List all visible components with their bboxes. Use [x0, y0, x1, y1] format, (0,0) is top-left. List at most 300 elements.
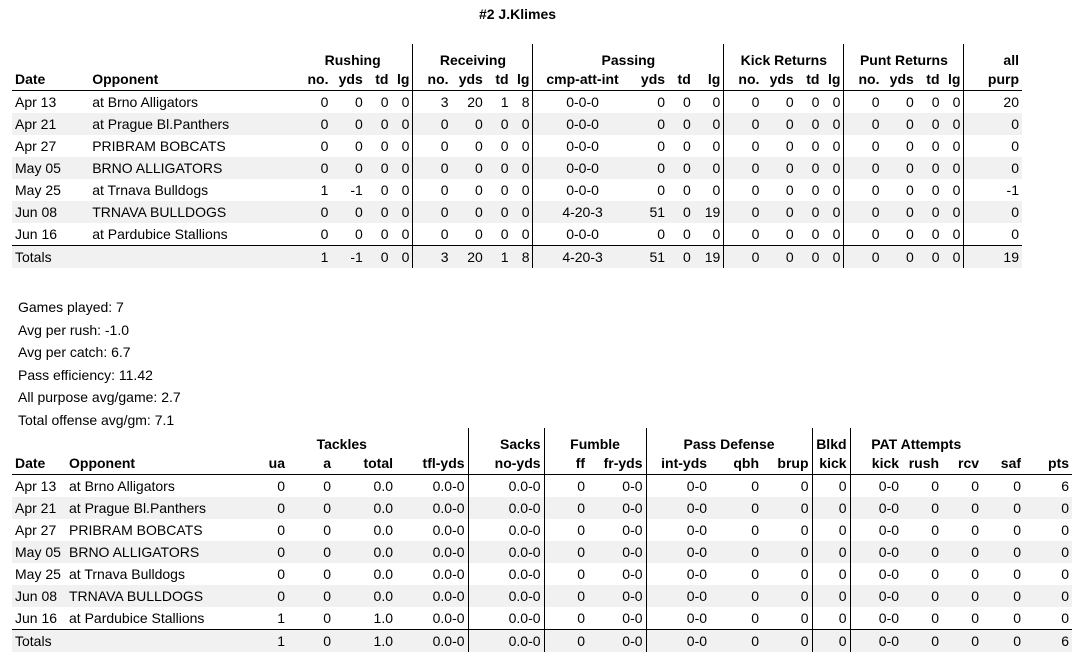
table-cell: 0 — [871, 226, 880, 242]
table-cell: 0 — [762, 157, 796, 179]
table-row — [12, 475, 1072, 498]
table-cell: 0 — [905, 138, 914, 154]
table-cell: 0 — [1011, 226, 1019, 242]
offense-col-header: cmp-att-int — [533, 68, 632, 91]
table-cell: 0 — [811, 138, 820, 154]
table-cell: TRNAVA BULLDOGS — [66, 585, 216, 607]
table-cell: 0 — [331, 113, 365, 135]
table-cell: 0 — [812, 607, 850, 630]
table-cell: 0 — [812, 585, 850, 607]
table-cell: 0-0 — [646, 585, 710, 607]
spacer — [982, 428, 1072, 452]
table-cell: 0 — [724, 157, 763, 179]
defense-group-label: Pass Defense — [646, 428, 812, 452]
table-cell: Jun 16 — [15, 610, 58, 626]
totals-cell: 6 — [1024, 630, 1072, 653]
table-cell: 0 — [452, 113, 486, 135]
table-cell: 0 — [1061, 610, 1070, 626]
table-cell: 0 — [724, 113, 763, 135]
totals-cell: 0 — [812, 630, 850, 653]
offense-col-header: no. — [724, 68, 763, 91]
table-cell: 0 — [391, 113, 412, 135]
table-cell: 0 — [812, 519, 850, 541]
table-cell: 0 — [942, 585, 982, 607]
table-cell: 0.0-0 — [396, 563, 468, 585]
table-row — [12, 201, 1022, 223]
table-cell: 0 — [1011, 138, 1019, 154]
table-cell: 0 — [657, 94, 666, 110]
table-cell: 1 — [500, 94, 509, 110]
offense-col-header: no. — [293, 68, 332, 91]
table-cell: 0 — [440, 138, 449, 154]
table-row — [12, 497, 1072, 519]
table-cell: 0 — [277, 478, 285, 494]
table-cell: 0 — [1013, 566, 1022, 582]
table-cell: 0 — [452, 157, 486, 179]
table-cell: 0 — [917, 113, 943, 135]
table-cell: 0 — [544, 585, 588, 607]
table-cell: 0 — [902, 585, 942, 607]
table-cell: 0 — [440, 226, 449, 242]
table-cell: 0 — [971, 522, 980, 538]
table-cell: 0 — [320, 226, 329, 242]
table-cell: 0 — [917, 201, 943, 223]
table-cell: 0.0-0 — [396, 541, 468, 563]
all-purpose-avg: All purpose avg/game: 2.7 — [18, 389, 181, 405]
spacer — [12, 44, 293, 68]
table-cell: 0.0-0 — [468, 475, 544, 498]
defense-group-label: Tackles — [216, 428, 468, 452]
offense-col-header: lg — [943, 68, 964, 91]
table-cell: 0 — [942, 541, 982, 563]
totals-cell: 8 — [512, 246, 533, 269]
table-cell: 0-0 — [850, 497, 902, 519]
table-cell: 0 — [964, 113, 1022, 135]
table-cell: 0 — [694, 91, 724, 114]
table-cell: 0 — [724, 201, 763, 223]
table-cell: Apr 21 — [12, 497, 66, 519]
table-cell: 0 — [657, 226, 666, 242]
table-cell: 0 — [751, 610, 760, 626]
table-cell: 51 — [632, 201, 668, 223]
table-cell: 0 — [710, 585, 762, 607]
totals-cell: 4-20-3 — [533, 246, 632, 269]
totals-row — [12, 246, 1022, 269]
offense-col-header: yds — [882, 68, 916, 91]
totals-row — [12, 630, 1072, 653]
totals-cell: 0 — [902, 630, 942, 653]
table-cell: 0.0-0 — [396, 607, 468, 630]
table-cell: May 25 — [15, 566, 61, 582]
table-cell: 20 — [467, 94, 483, 110]
table-cell: 0 — [668, 201, 694, 223]
table-cell: Jun 16 — [15, 226, 58, 242]
table-cell: 0 — [366, 157, 392, 179]
table-cell: 0 — [943, 179, 964, 201]
table-cell: 0 — [452, 201, 486, 223]
table-cell: 0 — [391, 157, 412, 179]
table-cell: 0 — [710, 541, 762, 563]
totals-cell: 0-0 — [850, 630, 902, 653]
totals-cell: 0 — [391, 246, 412, 269]
table-cell: 0 — [882, 157, 916, 179]
table-cell: 0 — [822, 157, 843, 179]
offense-table — [12, 44, 1022, 268]
table-cell: 0 — [440, 182, 449, 198]
offense-group-label: Rushing — [293, 44, 413, 68]
table-cell: 0 — [811, 94, 820, 110]
table-cell: 0 — [500, 138, 509, 154]
defense-col-header: Date — [12, 452, 66, 475]
table-cell: 0 — [931, 610, 940, 626]
totals-cell: -1 — [331, 246, 365, 269]
table-cell: Apr 27 — [15, 522, 57, 538]
defense-col-header: total — [334, 452, 396, 475]
table-cell: 0 — [413, 157, 452, 179]
totals-cell: 0 — [822, 246, 843, 269]
table-cell: 0 — [797, 113, 823, 135]
table-cell: 0 — [380, 94, 389, 110]
table-cell: 0 — [762, 585, 812, 607]
totals-cell: 0.0-0 — [468, 630, 544, 653]
table-cell: 0 — [391, 135, 412, 157]
table-cell: 1.0 — [373, 610, 393, 626]
table-cell: 0 — [216, 497, 288, 519]
defense-col-header: kick — [812, 452, 850, 475]
table-cell: 0 — [668, 113, 694, 135]
table-cell: 0 — [982, 585, 1024, 607]
table-cell: 0 — [694, 223, 724, 246]
totals-cell: 1.0 — [334, 630, 396, 653]
table-cell: 4-20-3 — [533, 201, 632, 223]
totals-cell: 19 — [964, 246, 1022, 269]
table-cell: 0 — [366, 201, 392, 223]
table-cell: 0.0 — [334, 541, 396, 563]
totals-cell: 0 — [797, 246, 823, 269]
table-cell: 0 — [943, 91, 964, 114]
table-row — [12, 179, 1022, 201]
table-cell: at Brno Alligators — [69, 478, 175, 494]
totals-cell: 19 — [694, 246, 724, 269]
offense-col-header: td — [797, 68, 823, 91]
offense-group-label: all — [1003, 52, 1019, 68]
table-cell: 0 — [971, 610, 980, 626]
totals-cell: 0 — [710, 630, 762, 653]
table-cell: 0 — [931, 566, 940, 582]
table-cell: 0-0-0 — [533, 157, 632, 179]
offense-col-header: no. — [844, 68, 883, 91]
table-cell: 0-0-0 — [533, 113, 632, 135]
table-cell: 0 — [216, 541, 288, 563]
offense-col-header: td — [486, 68, 512, 91]
table-cell: 0 — [632, 113, 668, 135]
table-cell: at Brno Alligators — [92, 94, 199, 110]
table-cell: 0 — [902, 497, 942, 519]
table-cell: 0 — [762, 113, 796, 135]
table-cell: at Prague Bl.Panthers — [89, 113, 293, 135]
table-cell: 0-0 — [686, 566, 708, 582]
table-cell: 0 — [475, 182, 483, 198]
table-cell: 0 — [797, 201, 823, 223]
table-cell: 0 — [931, 138, 940, 154]
table-cell: 0 — [331, 201, 365, 223]
totals-cell: Totals — [12, 246, 89, 269]
table-cell: 0 — [512, 179, 533, 201]
table-cell: PRIBRAM BOBCATS — [69, 522, 203, 538]
table-cell: 0-0 — [588, 541, 646, 563]
table-cell: 0 — [931, 226, 940, 242]
totals-cell: 51 — [632, 246, 668, 269]
table-cell: 0.0-0 — [468, 563, 544, 585]
offense-col-header: yds — [452, 68, 486, 91]
table-cell: 0 — [785, 94, 794, 110]
table-cell: BRNO ALLIGATORS — [66, 541, 216, 563]
table-cell: 0 — [391, 179, 412, 201]
table-cell: 0 — [323, 566, 331, 582]
totals-cell — [89, 246, 293, 269]
table-cell: 0 — [277, 522, 285, 538]
table-cell: Apr 27 — [15, 138, 57, 154]
table-cell: 0 — [751, 138, 760, 154]
totals-cell: 1 — [293, 246, 332, 269]
table-cell: 0 — [822, 113, 843, 135]
table-cell: 0 — [943, 135, 964, 157]
table-cell: Jun 08 — [12, 585, 66, 607]
table-cell: 0 — [822, 135, 843, 157]
table-cell: 0 — [882, 201, 916, 223]
table-cell: 0 — [751, 94, 760, 110]
table-cell: 0 — [762, 201, 796, 223]
table-cell: 0-0 — [588, 519, 646, 541]
table-cell: 0 — [751, 226, 760, 242]
table-cell: 0 — [354, 94, 363, 110]
table-cell: at Pardubice Stallions — [69, 610, 205, 626]
table-cell: 1 — [277, 610, 285, 626]
totals-cell: 0 — [882, 246, 916, 269]
table-cell: 19 — [694, 201, 724, 223]
offense-col-header: Opponent — [89, 68, 293, 91]
defense-col-header: ff — [544, 452, 588, 475]
table-cell: 0-0 — [588, 497, 646, 519]
table-cell: 0 — [320, 138, 329, 154]
table-cell: 0 — [882, 113, 916, 135]
table-cell: -1 — [350, 182, 363, 198]
table-cell: 0-0 — [878, 566, 900, 582]
avg-per-catch: Avg per catch: 6.7 — [18, 344, 131, 360]
table-row — [12, 157, 1022, 179]
table-row — [12, 563, 1072, 585]
table-cell: 0-0-0 — [566, 138, 599, 154]
table-cell: 0.0-0 — [468, 541, 544, 563]
table-cell: PRIBRAM BOBCATS — [92, 138, 226, 154]
table-cell: 0 — [751, 566, 760, 582]
table-cell: 0 — [391, 201, 412, 223]
table-cell: TRNAVA BULLDOGS — [89, 201, 293, 223]
player-title: #2 J.Klimes — [478, 6, 557, 22]
offense-col-header: yds — [762, 68, 796, 91]
totals-cell: 0-0 — [646, 630, 710, 653]
totals-cell: 0 — [288, 630, 334, 653]
table-cell: 0 — [512, 157, 533, 179]
table-cell: 0 — [822, 91, 843, 114]
table-cell: 0 — [710, 497, 762, 519]
totals-cell: 0 — [668, 246, 694, 269]
table-cell: 0 — [917, 157, 943, 179]
table-cell: 0 — [668, 157, 694, 179]
totals-cell: 1 — [216, 630, 288, 653]
offense-group-label: Punt Returns — [844, 44, 964, 68]
table-cell: 0 — [380, 182, 389, 198]
offense-col-header: td — [366, 68, 392, 91]
defense-col-header: pts — [1024, 452, 1072, 475]
table-cell: 0 — [323, 522, 331, 538]
table-cell: 0 — [682, 182, 691, 198]
table-cell: at Trnava Bulldogs — [69, 566, 185, 582]
table-cell: 0 — [512, 201, 533, 223]
table-cell: 0 — [982, 497, 1024, 519]
table-cell: 0 — [486, 157, 512, 179]
table-cell: 0 — [323, 478, 331, 494]
table-cell: 0 — [751, 522, 760, 538]
table-cell: 0 — [293, 201, 332, 223]
defense-group-label: Blkd — [812, 428, 850, 452]
table-cell: 0 — [380, 226, 389, 242]
table-cell: Apr 21 — [12, 113, 89, 135]
totals-cell: 0 — [762, 246, 796, 269]
table-cell: 0 — [942, 497, 982, 519]
table-cell: 0 — [694, 179, 724, 201]
offense-col-header: lg — [391, 68, 412, 91]
table-cell: Apr 13 — [15, 478, 57, 494]
table-cell: 0.0 — [334, 497, 396, 519]
totals-cell: 0 — [982, 630, 1024, 653]
table-row — [12, 135, 1022, 157]
table-cell: 0.0-0 — [396, 497, 468, 519]
table-cell: 0 — [811, 226, 820, 242]
table-cell: 0 — [512, 113, 533, 135]
table-cell: 20 — [1003, 94, 1019, 110]
table-cell: 0 — [413, 113, 452, 135]
table-cell: 0 — [380, 138, 389, 154]
table-cell: 6 — [1061, 478, 1070, 494]
table-cell: 0-0 — [686, 478, 708, 494]
table-cell: 0 — [293, 113, 332, 135]
table-cell: 0 — [971, 478, 980, 494]
offense-col-header: no. — [413, 68, 452, 91]
table-cell: 0-0 — [646, 541, 710, 563]
table-cell: 0 — [762, 497, 812, 519]
offense-group-label: Kick Returns — [724, 44, 844, 68]
table-cell: 0-0 — [850, 585, 902, 607]
table-cell: 0 — [762, 475, 812, 498]
table-cell: 0 — [971, 566, 980, 582]
table-cell: 0 — [812, 497, 850, 519]
defense-col-header: int-yds — [646, 452, 710, 475]
table-cell: -1 — [1006, 182, 1019, 198]
defense-column-header — [12, 452, 1072, 475]
defense-col-header: Opponent — [66, 452, 216, 475]
totals-cell — [66, 630, 216, 653]
offense-column-header — [12, 68, 1022, 91]
table-cell: 0 — [320, 94, 329, 110]
table-cell: 0 — [902, 541, 942, 563]
season-summary — [18, 296, 181, 431]
table-cell: 0.0-0 — [396, 519, 468, 541]
table-cell: 0 — [544, 497, 588, 519]
table-cell: 0 — [871, 94, 880, 110]
table-cell: 0 — [905, 226, 914, 242]
defense-col-header: saf — [982, 452, 1024, 475]
table-cell: 0 — [844, 201, 883, 223]
table-cell: 0 — [577, 522, 586, 538]
table-cell: 0 — [822, 179, 843, 201]
table-row — [12, 585, 1072, 607]
offense-col-header: yds — [632, 68, 668, 91]
offense-col-header: Date — [12, 68, 89, 91]
totals-cell: 0 — [762, 630, 812, 653]
defense-col-header: kick — [850, 452, 902, 475]
table-cell: 1 — [320, 182, 329, 198]
defense-group-label: PAT Attempts — [871, 436, 962, 452]
table-cell: 0 — [632, 157, 668, 179]
table-cell: 0 — [500, 182, 509, 198]
offense-col-header: td — [917, 68, 943, 91]
table-cell: 0 — [822, 223, 843, 246]
table-cell: 0 — [391, 91, 412, 114]
table-row — [12, 541, 1072, 563]
table-cell: 0 — [871, 138, 880, 154]
table-cell: 0 — [811, 182, 820, 198]
table-cell: 0 — [694, 157, 724, 179]
table-cell: 0 — [577, 566, 586, 582]
table-cell: 0-0 — [588, 585, 646, 607]
table-cell: 0-0-0 — [566, 226, 599, 242]
table-cell: 0 — [413, 201, 452, 223]
defense-col-header: a — [288, 452, 334, 475]
table-cell: 0 — [964, 157, 1022, 179]
table-row — [12, 223, 1022, 246]
table-cell: at Prague Bl.Panthers — [66, 497, 216, 519]
defense-col-header: rush — [902, 452, 942, 475]
table-cell: 0.0-0 — [468, 497, 544, 519]
offense-col-header: td — [668, 68, 694, 91]
table-row — [12, 519, 1072, 541]
table-cell: 0-0 — [646, 497, 710, 519]
table-cell: 0 — [822, 201, 843, 223]
offense-group-label: Receiving — [413, 44, 533, 68]
table-cell: BRNO ALLIGATORS — [89, 157, 293, 179]
table-cell: 0.0-0 — [468, 607, 544, 630]
table-cell: 0 — [1061, 566, 1070, 582]
totals-cell: 20 — [452, 246, 486, 269]
table-cell: 0 — [1024, 497, 1072, 519]
table-cell: 0 — [694, 113, 724, 135]
table-cell: 0 — [943, 157, 964, 179]
defense-col-header: fr-yds — [588, 452, 646, 475]
offense-col-header: lg — [694, 68, 724, 91]
table-cell: 0 — [871, 182, 880, 198]
table-cell: 0 — [762, 607, 812, 630]
totals-cell: 0 — [724, 246, 763, 269]
totals-cell: 0 — [544, 630, 588, 653]
table-cell: 0 — [905, 182, 914, 198]
table-row — [12, 607, 1072, 630]
totals-cell: 1 — [486, 246, 512, 269]
totals-cell: 0 — [366, 246, 392, 269]
table-cell: 0 — [682, 226, 691, 242]
table-cell: 0 — [1024, 541, 1072, 563]
table-cell: 0 — [216, 585, 288, 607]
